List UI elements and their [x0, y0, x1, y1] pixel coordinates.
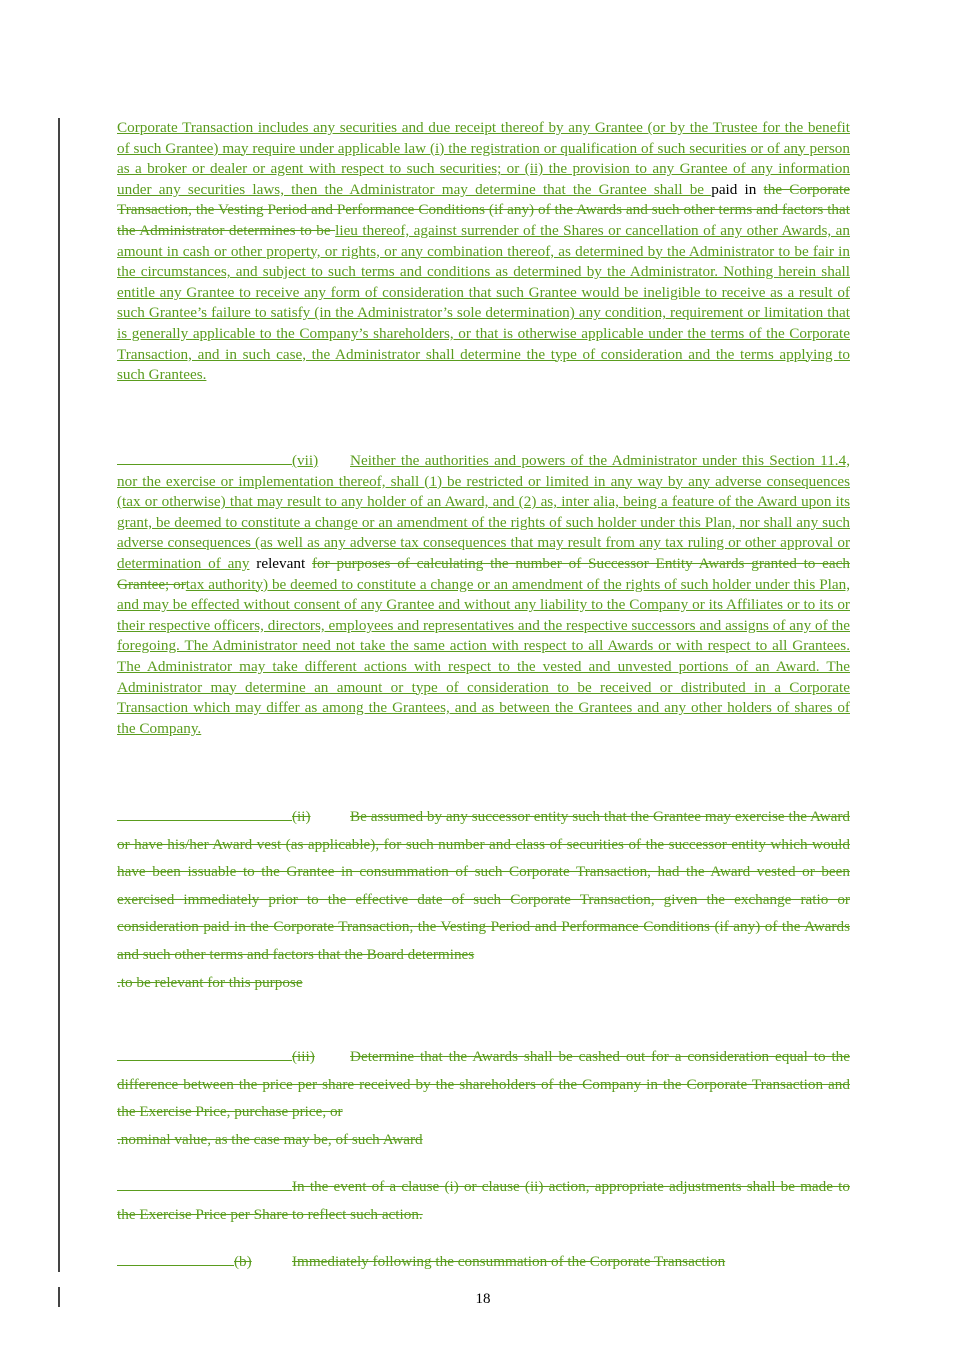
clause-number: (iii): [292, 1048, 315, 1065]
deleted-text: Be assumed by any successor entity such that the Grantee may exercise the Award or have his/her Award vest (as applicable), for such number and class of securities of the successor entity which would have been issuable to the Grantee in consummation of such Corporate Transaction, had the Award vested or been exercised immediately prior to the effective date of such Corporate Transaction, given the exchange ratio or consideration paid in the Corporate Transaction, the Vesting Period and Performance Conditions (if any) of the Awards and such other terms and factors that the Board determines: [117, 808, 850, 963]
tab-leader: [117, 1258, 234, 1266]
paragraph-ii: [117, 803, 850, 996]
paragraph-vii: [117, 451, 850, 739]
deleted-text: Immediately following the consummation of the Corporate Transaction: [292, 1253, 726, 1270]
paragraph-b: [117, 1248, 850, 1276]
tab-leader: [117, 1183, 292, 1191]
clause-number: (ii): [292, 808, 311, 825]
tab-leader: [117, 813, 292, 821]
deleted-text: In the event of a clause (i) or clause (ii) action, appropriate adjustments shall be made to the Exercise Price per Share to reflect such action.: [117, 1178, 850, 1223]
inserted-text: Neither the authorities and powers of the Administrator under this Section 11.4, nor the exercise or implementation thereof, shall (1) be restricted or limited in any way by any adverse consequences (tax or otherwise) that may result to any holder of an Award, and (2) as, inter alia, being a feature of the Award upon its grant, be deemed to constitute a change or an amendment of the rights of such holder under this Plan, nor shall any such adverse consequences (as well as any adverse tax consequences that may result from any tax ruling or other approval or determination of any: [117, 452, 850, 572]
deleted-text: .nominal value, as the case may be, of such Award: [117, 1130, 423, 1148]
unchanged-text: relevant: [249, 554, 312, 572]
deleted-text: the Corporate Transaction, the Vesting Period and Performance Conditions (if any) of the Awards and such other terms and factors that the Administrator determines to be: [117, 180, 850, 239]
unchanged-text: paid in: [711, 180, 764, 198]
inserted-text: tax authority) be deemed to constitute a change or an amendment of the rights of such holder under this Plan, and may be effected without consent of any Grantee and without any liability to the Company or its Affiliates or to its or their respective officers, directors, employees and representatives and the respective successors and assigns of any of the foregoing. The Administrator need not take the same action with respect to all Awards or with respect to all Grantees. The Administrator may take different actions with respect to the vested and unvested portions of an Award. The Administrator may determine an amount or type of consideration to be received or distributed in a Corporate Transaction which may differ as among the Grantees, and as between the Grantees and any other holders of shares of the Company.: [117, 575, 850, 737]
tab-leader: [117, 1053, 292, 1061]
paragraph-iii: [117, 1043, 850, 1153]
revision-change-bar: [58, 118, 60, 1272]
deleted-text: .to be relevant for this purpose: [117, 973, 303, 991]
paragraph-adjustments: [117, 1173, 850, 1228]
deleted-text: for purposes of calculating the number of Successor Entity Awards granted to each Grantee; or: [117, 554, 850, 593]
clause-number: (b): [234, 1253, 252, 1270]
inserted-text: Corporate Transaction includes any securities and due receipt thereof by any Grantee (or by the Trustee for the benefit of such Grantee) may require under applicable law (i) the registration or qualification of such securities or of any person as a broker or dealer or agent with respect to such securities; or (ii) the provision to any Grantee of any information under any securities laws, then the Administrator may determine that the Grantee shall be: [117, 119, 850, 198]
inserted-text: lieu thereof, against surrender of the Shares or cancellation of any other Awards, an amount in cash or other property, or rights, or any combination thereof, as determined by the Administrator to be fair in the circumstances, and subject to such terms and conditions as determined by the Administrator. Nothing herein shall entitle any Grantee to receive any form of consideration that such Grantee would be ineligible to receive as a result of such Grantee’s failure to satisfy (in the Administrator’s sole determination) any condition, requirement or limitation that is generally applicable to the Company’s shareholders, or that is otherwise applicable under the terms of the Corporate Transaction, and in such case, the Administrator shall determine the type of consideration and the terms applying to such Grantees.: [117, 221, 850, 384]
deleted-text: Determine that the Awards shall be cashed out for a consideration equal to the difference between the price per share received by the shareholders of the Company in the Corporate Transaction and the Exercise Price, purchase price, or: [117, 1048, 850, 1121]
tab-leader: [117, 452, 292, 465]
page-number: 18: [475, 1291, 491, 1307]
paragraph-consideration: [117, 118, 850, 386]
clause-number: (vii): [292, 452, 319, 469]
